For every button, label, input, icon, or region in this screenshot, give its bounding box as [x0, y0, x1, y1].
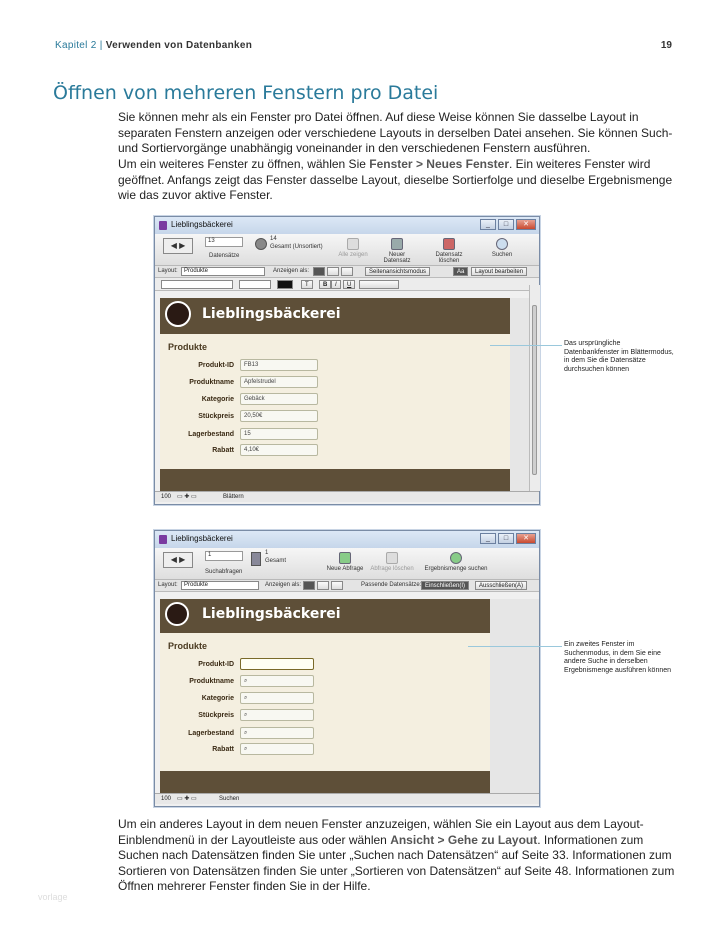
new-request-icon — [339, 552, 351, 564]
field-price[interactable]: 20,50€ — [240, 410, 318, 422]
view-table-button[interactable] — [341, 267, 353, 276]
field-label-name: Produktname — [189, 379, 234, 386]
close-button[interactable]: ✕ — [516, 219, 536, 230]
vertical-scrollbar[interactable] — [529, 285, 540, 491]
view-as-label: Anzeigen als: — [265, 582, 302, 588]
view-form-button[interactable] — [303, 581, 315, 590]
exclude-button[interactable]: Ausschließen(A) — [475, 581, 527, 590]
callout-line-1 — [490, 345, 562, 346]
bakery-logo — [165, 602, 189, 626]
field-label-discount: Rabatt — [212, 746, 234, 753]
record-number-input[interactable]: 13 — [205, 237, 243, 247]
delete-request-icon — [386, 552, 398, 564]
window-titlebar: Lieblingsbäckerei _ □ ✕ — [155, 531, 539, 548]
find-field-price[interactable] — [240, 709, 314, 721]
request-number-input[interactable]: 1 — [205, 551, 243, 561]
callout-browse: Das ursprüngliche Datenbankfenster im Blättermodus, in dem Sie die Datensätze durchsuchen können — [564, 340, 674, 373]
matching-records-label: Passende Datensätze: — [361, 582, 422, 588]
total-label: Gesamt — [265, 558, 287, 564]
formatting-bar — [155, 278, 539, 291]
field-label-price: Stückpreis — [198, 712, 234, 719]
field-label-category: Kategorie — [201, 695, 234, 702]
menu-fenster: Fenster — [369, 157, 413, 171]
maximize-button[interactable]: □ — [498, 219, 514, 230]
field-stock[interactable]: 15 — [240, 428, 318, 440]
page-number: 19 — [660, 40, 672, 51]
field-label-stock: Lagerbestand — [188, 730, 234, 737]
show-all-button[interactable]: Alle zeigen — [335, 238, 371, 258]
layout-label: Layout: — [158, 268, 178, 274]
scroll-thumb[interactable] — [532, 305, 537, 475]
layout-footer — [160, 469, 510, 491]
layout-body — [160, 633, 490, 771]
find-field-discount[interactable] — [240, 743, 314, 755]
find-field-stock[interactable] — [240, 727, 314, 739]
menu-ansicht: Ansicht — [390, 832, 435, 847]
layout-select[interactable]: Produkte — [181, 581, 259, 590]
status-toolbar — [155, 234, 539, 266]
section-title: Öffnen von mehreren Fenstern pro Datei — [53, 82, 439, 104]
find-field-id[interactable] — [240, 658, 314, 670]
preview-mode-button[interactable]: Seitenansichtsmodus — [365, 267, 430, 276]
layout-bar — [155, 266, 539, 278]
view-as-label: Anzeigen als: — [273, 268, 310, 274]
paragraph-layout-switch: Um ein anderes Layout in dem neuen Fenster anzuzeigen, wählen Sie ein Layout aus dem Layout-Einblendmenü in der Layoutleiste aus oder wählen Ansicht > Gehe zu Layout. Informationen zum Suchen nach Datensätzen finden Sie unter „Suchen nach Datensätzen“ auf Seite 33. Informationen zum Sortieren von Datensätzen finden Sie unter „Sortieren von Datensätzen“ auf Seite 48. Informationen zum Öffnen mehrerer Fenster finden Sie in der Hilfe. — [118, 817, 675, 893]
field-label-category: Kategorie — [201, 396, 234, 403]
text-style-button[interactable]: T — [301, 280, 313, 289]
layout-bar — [155, 580, 539, 592]
magnifier-icon: ⌕ — [244, 746, 248, 752]
field-label-stock: Lagerbestand — [188, 431, 234, 438]
field-id[interactable]: FB13 — [240, 359, 318, 371]
products-heading: Produkte — [168, 641, 208, 651]
layout-background — [510, 298, 530, 491]
menu-neues-fenster: Neues Fenster — [426, 157, 509, 171]
text-format-button[interactable]: Aa — [453, 267, 468, 276]
window-browse-mode — [154, 216, 540, 505]
callout-line-2 — [468, 646, 562, 647]
magnifier-icon — [496, 238, 508, 250]
slider-pie-icon[interactable] — [255, 238, 267, 250]
found-count: 14 — [270, 236, 277, 242]
italic-button[interactable]: I — [331, 280, 341, 289]
bakery-logo — [165, 301, 191, 327]
delete-record-button[interactable]: Datensatz löschen — [427, 238, 471, 264]
callout-find: Ein zweites Fenster im Suchenmodus, in dem Sie eine andere Suche in derselben Ergebnismenge ausführen können — [564, 641, 672, 674]
font-size-select[interactable] — [239, 280, 271, 289]
layout-header-banner: Lieblingsbäckerei — [160, 298, 510, 334]
magnifier-icon: ⌕ — [244, 730, 248, 736]
align-buttons[interactable] — [359, 280, 399, 289]
layout-background — [490, 599, 539, 793]
zoom-level[interactable]: 100 — [161, 494, 172, 500]
new-record-button[interactable]: Neuer Datensatz — [375, 238, 419, 264]
layout-body — [160, 334, 510, 469]
layout-header-banner: Lieblingsbäckerei — [160, 599, 490, 633]
delete-record-icon — [443, 238, 455, 250]
font-select[interactable] — [161, 280, 233, 289]
products-heading: Produkte — [168, 342, 208, 352]
edit-layout-button[interactable]: Layout bearbeiten — [471, 267, 527, 276]
magnifier-icon: ⌕ — [244, 678, 248, 684]
magnifier-icon: ⌕ — [244, 712, 248, 718]
paragraph-intro: Sie können mehr als ein Fenster pro Datei öffnen. Auf diese Weise können Sie dasselbe Layout in separaten Fenstern anzeigen oder verschiedene Layouts in derselben Datei ansehen. Sie können Such- und Sortiervorgänge unabhängig voneinander in den verschiedenen Fenstern ausführen. — [118, 110, 673, 155]
find-field-name[interactable] — [240, 675, 314, 687]
view-list-button[interactable] — [327, 267, 339, 276]
field-label-price: Stückpreis — [198, 413, 234, 420]
layout-select[interactable]: Produkte — [181, 267, 265, 276]
requests-label: Suchabfragen — [205, 569, 243, 575]
new-request-button[interactable]: Neue Abfrage — [325, 552, 365, 572]
field-name[interactable]: Apfelstrudel — [240, 376, 318, 388]
text-color-button[interactable] — [277, 280, 293, 289]
include-button[interactable]: Einschließen(I) — [421, 581, 469, 590]
status-toolbar — [155, 548, 539, 580]
field-label-discount: Rabatt — [212, 447, 234, 454]
perform-find-icon — [450, 552, 462, 564]
field-category[interactable]: Gebäck — [240, 393, 318, 405]
chapter-header: Kapitel 2 | Verwenden von Datenbanken — [55, 40, 253, 51]
request-nav-arrows[interactable]: ◀ ▶ — [163, 552, 193, 568]
field-discount[interactable]: 4,10€ — [240, 444, 318, 456]
maximize-button[interactable]: □ — [498, 533, 514, 544]
show-all-icon — [347, 238, 359, 250]
record-nav-arrows[interactable]: ◀ ▶ — [163, 238, 193, 254]
layout-label: Layout: — [158, 582, 178, 588]
paragraph-open-window: Um ein weiteres Fenster zu öffnen, wählen Sie Fenster > Neues Fenster. Ein weiteres Fenster wird geöffnet. Anfangs zeigt das Fenster dasselbe Layout, dieselbe Sortierfolge und dieselbe Ergebnismenge wie das zuvor aktive Fenster. — [118, 157, 673, 202]
filemaker-icon — [159, 221, 167, 230]
window-titlebar: Lieblingsbäckerei _ □ ✕ — [155, 217, 539, 234]
mode-popup[interactable]: Suchen — [219, 796, 240, 802]
find-request-icon — [251, 552, 261, 566]
view-form-button[interactable] — [313, 267, 325, 276]
field-label-name: Produktname — [189, 678, 234, 685]
layout-footer — [160, 771, 490, 793]
find-button[interactable]: Suchen — [487, 238, 517, 258]
new-record-icon — [391, 238, 403, 250]
watermark: vorlage — [38, 892, 68, 902]
sort-status: Gesamt (Unsortiert) — [270, 244, 323, 250]
menu-gehe-zu-layout: Gehe zu Layout — [447, 832, 538, 847]
zoom-controls[interactable]: ▭ ✚ ▭ — [177, 796, 197, 802]
zoom-level[interactable]: 100 — [161, 796, 172, 802]
close-button[interactable]: ✕ — [516, 533, 536, 544]
records-label: Datensätze — [209, 253, 240, 259]
mode-popup[interactable]: Blättern — [223, 494, 244, 500]
bold-button[interactable]: B — [319, 280, 331, 289]
perform-find-button[interactable]: Ergebnismenge suchen — [421, 552, 491, 572]
zoom-controls[interactable]: ▭ ✚ ▭ — [177, 494, 197, 500]
delete-request-button[interactable]: Abfrage löschen — [367, 552, 417, 572]
status-bar — [155, 491, 539, 502]
underline-button[interactable]: U — [343, 280, 355, 289]
find-field-category[interactable] — [240, 692, 314, 704]
minimize-button[interactable]: _ — [480, 533, 496, 544]
filemaker-icon — [159, 535, 167, 544]
view-list-button[interactable] — [317, 581, 329, 590]
status-bar — [155, 793, 539, 804]
window-find-mode — [154, 530, 540, 807]
field-label-id: Produkt-ID — [198, 661, 234, 668]
magnifier-icon: ⌕ — [244, 695, 248, 701]
view-table-button[interactable] — [331, 581, 343, 590]
field-label-id: Produkt-ID — [198, 362, 234, 369]
minimize-button[interactable]: _ — [480, 219, 496, 230]
request-count: 1 — [265, 550, 269, 556]
